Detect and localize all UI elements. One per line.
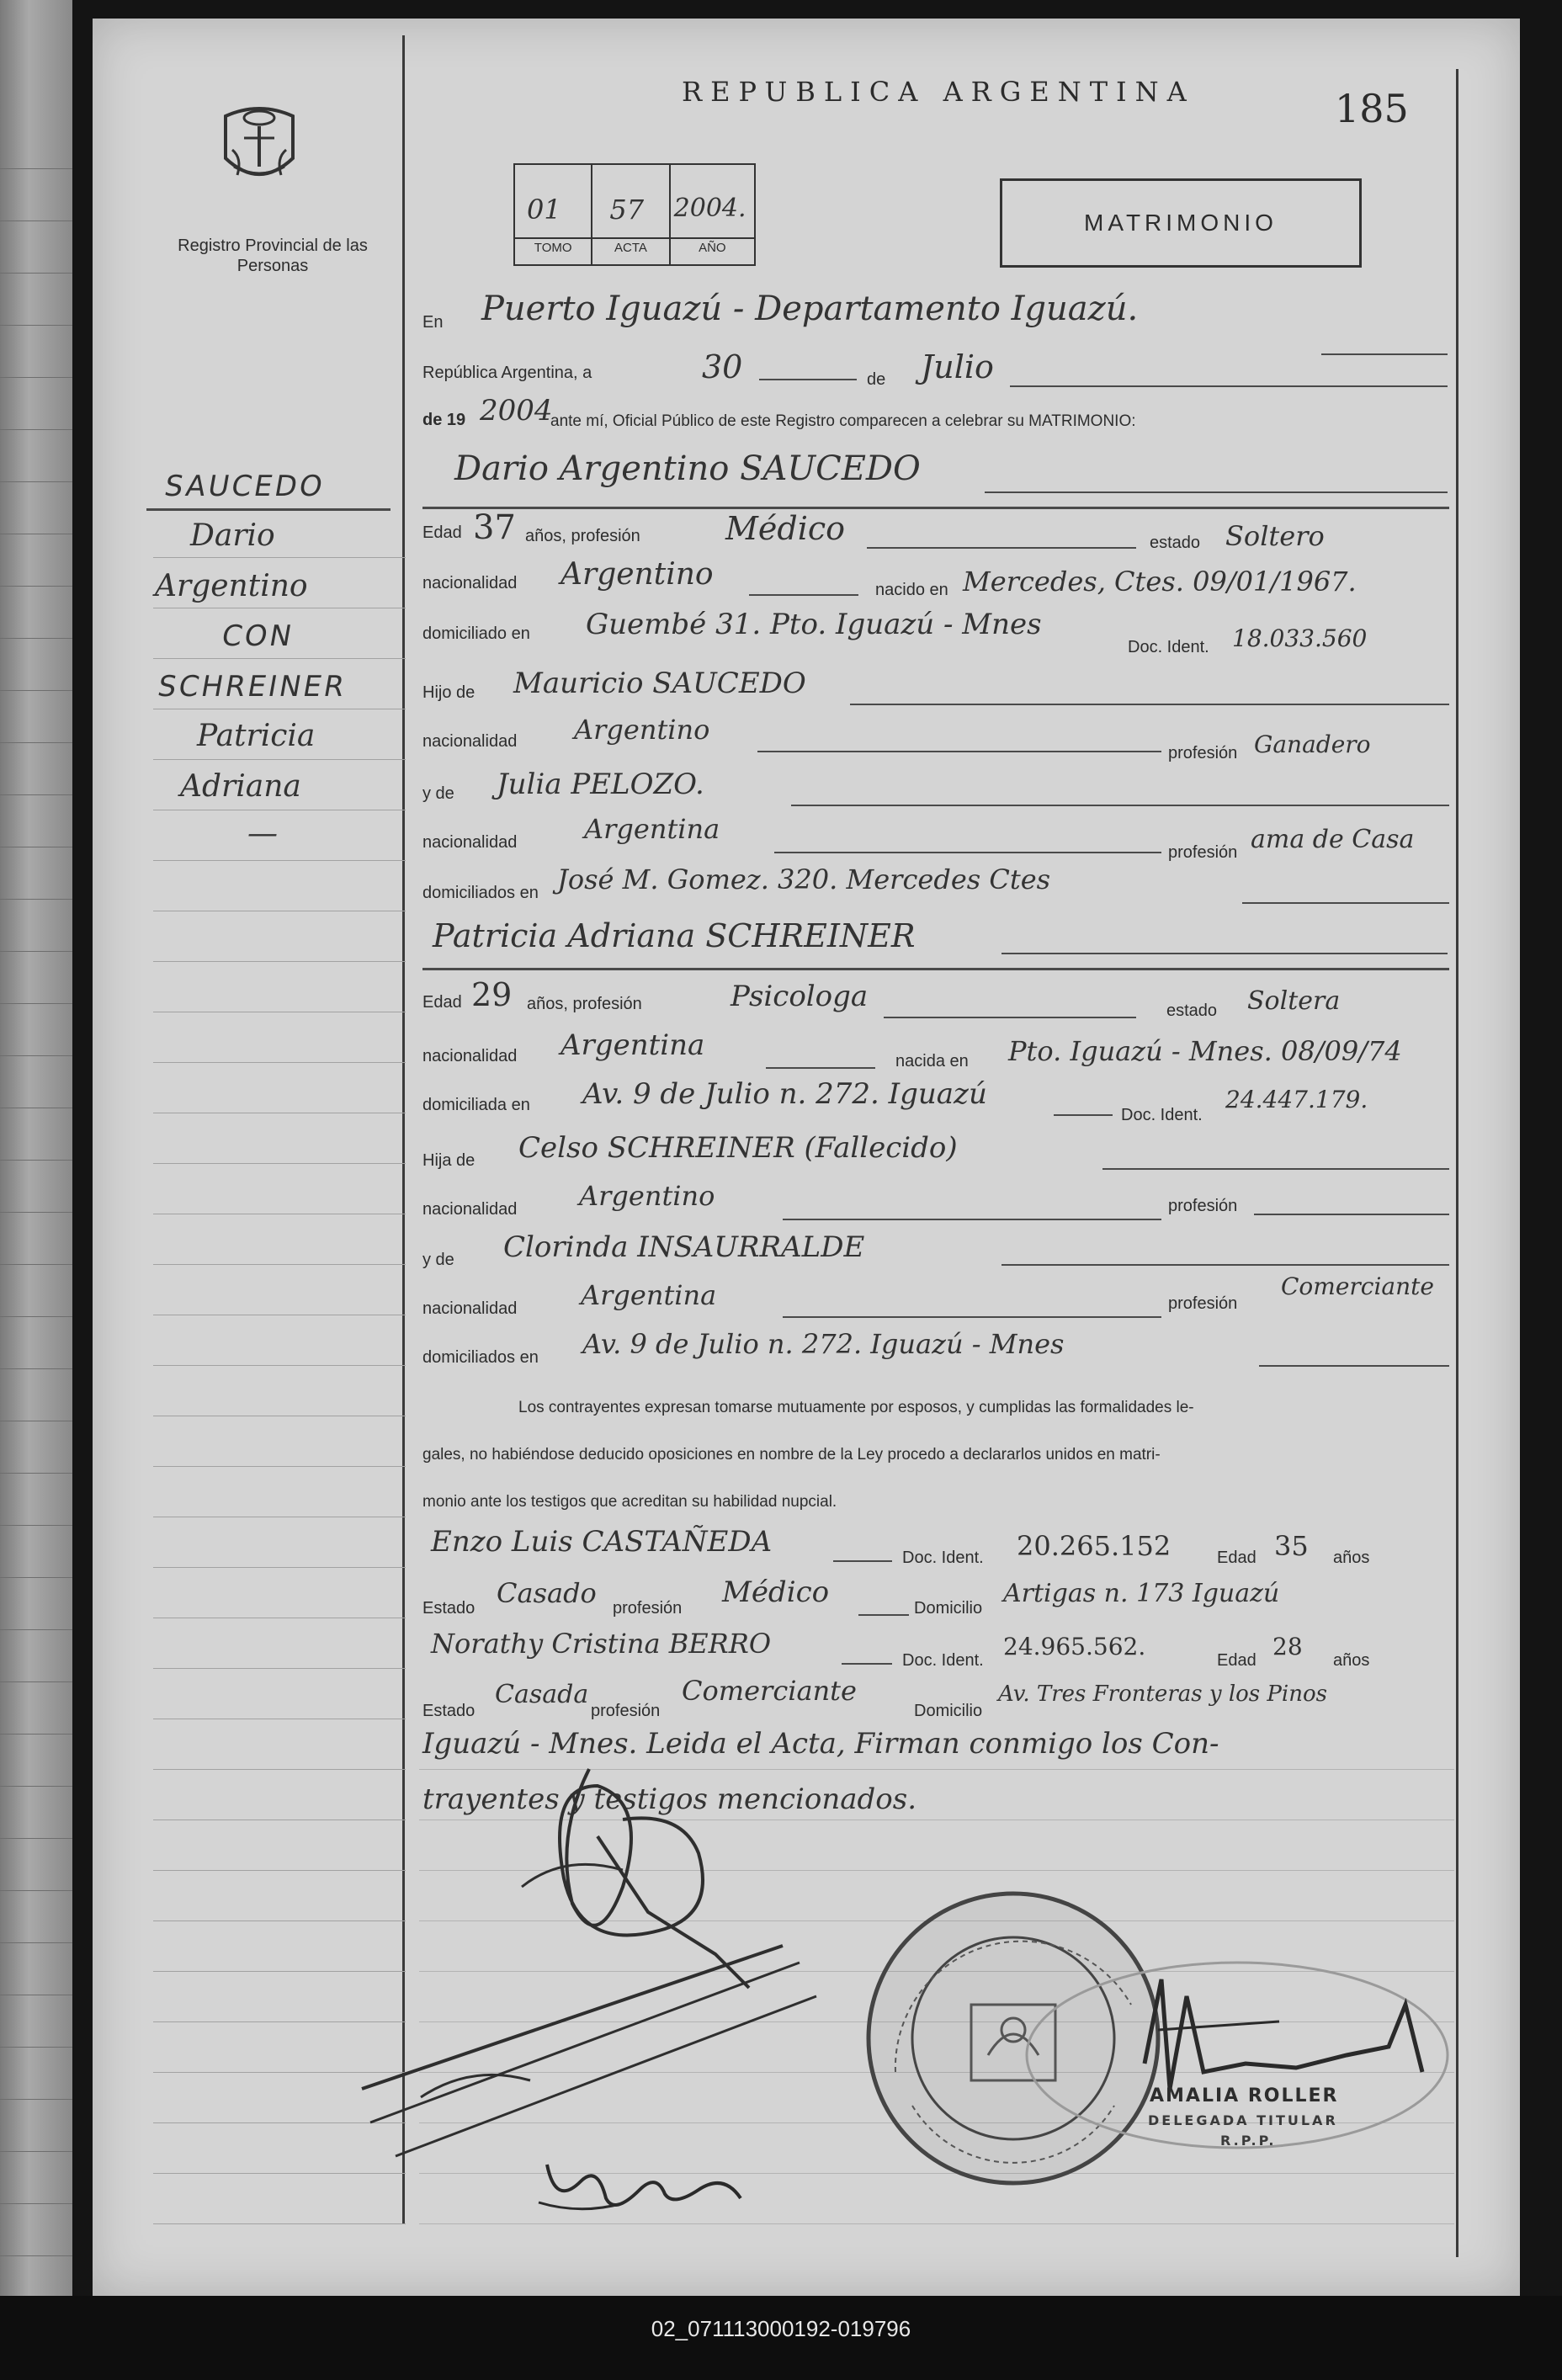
contracting-party-signature xyxy=(530,2148,749,2223)
groom-edad-label: Edad xyxy=(422,523,462,542)
official-org: R.P.P. xyxy=(1220,2133,1277,2149)
witness1-edad-label: Edad xyxy=(1217,1549,1257,1567)
groom-father-nat-line xyxy=(757,751,1161,752)
groom-yde-label: y de xyxy=(422,784,454,803)
groom-doc-label: Doc. Ident. xyxy=(1128,638,1209,656)
bride-mother: Clorinda INSAURRALDE xyxy=(503,1230,865,1264)
bride-anos-label: años, profesión xyxy=(527,995,642,1013)
witness2-age: 28 xyxy=(1272,1633,1303,1660)
witness1-name-line xyxy=(833,1560,892,1562)
groom-parents-dom-line xyxy=(1242,902,1449,904)
groom-mother-line xyxy=(791,805,1449,806)
declaration-line: gales, no habiéndose deducido oposiciones en nombre de la Ley procedo a declararlos unidos en matri- xyxy=(422,1446,1161,1464)
groom-estado: Soltero xyxy=(1225,520,1325,552)
groom-nationality-line xyxy=(749,594,858,596)
bride-hija-label: Hija de xyxy=(422,1151,476,1170)
witness1-prof-line xyxy=(858,1614,909,1616)
bride-mother-profession: Comerciante xyxy=(1281,1272,1434,1300)
tomo-cell xyxy=(515,165,592,264)
intro-en-label: En xyxy=(422,313,444,332)
groom-father-nationality: Argentino xyxy=(574,714,710,746)
bride-doc-label: Doc. Ident. xyxy=(1121,1106,1203,1124)
closing-line: trayentes y testigos mencionados. xyxy=(422,1782,917,1816)
intro-place-line xyxy=(1321,353,1448,355)
bride-mother-nat-label: nacionalidad xyxy=(422,1299,518,1318)
declaration-line: Los contrayentes expresan tomarse mutuamente por esposos, y cumplidas las formalidades le- xyxy=(518,1399,1194,1416)
groom-father-prof-label: profesión xyxy=(1168,744,1238,762)
witness1-anos-label: años xyxy=(1333,1549,1370,1567)
provincial-seal-icon xyxy=(209,99,310,192)
groom-mother-prof-label: profesión xyxy=(1168,843,1238,862)
groom-profession: Médico xyxy=(725,510,846,547)
bride-father-prof-line xyxy=(1254,1214,1449,1215)
bride-parents-dom-label: domiciliados en xyxy=(422,1348,539,1367)
groom-doc: 18.033.560 xyxy=(1232,624,1368,652)
bride-parents-address: Av. 9 de Julio n. 272. Iguazú - Mnes xyxy=(582,1328,1065,1360)
page-number: 185 xyxy=(1335,86,1409,131)
groom-domicile-label: domiciliado en xyxy=(422,624,530,643)
groom-anos-label: años, profesión xyxy=(525,527,640,545)
bride-father-nat-label: nacionalidad xyxy=(422,1200,518,1219)
groom-name: Dario Argentino SAUCEDO xyxy=(454,449,921,488)
groom-mother-nationality: Argentina xyxy=(584,813,720,845)
witness2-estado: Casada xyxy=(495,1680,589,1709)
intro-month: Julio xyxy=(921,348,994,385)
bride-mother-nat-line xyxy=(783,1316,1161,1318)
witness1-name: Enzo Luis CASTAÑEDA xyxy=(431,1525,773,1559)
groom-father-nat-label: nacionalidad xyxy=(422,732,518,751)
groom-mother: Julia PELOZO. xyxy=(497,768,704,801)
margin-note-line: Dario xyxy=(190,518,275,553)
official-signature xyxy=(1128,1929,1464,2106)
act-type-box xyxy=(1000,178,1362,268)
witness2-estado-label: Estado xyxy=(422,1702,476,1720)
bride-edad-label: Edad xyxy=(422,993,462,1012)
bride-nationality: Argentina xyxy=(561,1028,705,1062)
witness2-dom-label: Domicilio xyxy=(914,1702,983,1720)
witness1-address: Artigas n. 173 Iguazú xyxy=(1003,1579,1280,1608)
groom-parents-address: José M. Gomez. 320. Mercedes Ctes xyxy=(557,863,1051,895)
bride-birth: Pto. Iguazú - Mnes. 08/09/74 xyxy=(1008,1035,1402,1067)
margin-note-line: Argentino xyxy=(155,569,308,603)
witness2-doc: 24.965.562. xyxy=(1003,1633,1146,1660)
intro-day: 30 xyxy=(702,348,743,385)
groom-father-line xyxy=(850,704,1449,705)
witness1-doc-label: Doc. Ident. xyxy=(902,1549,984,1567)
margin-note-line: Patricia xyxy=(197,719,316,753)
witness1-age: 35 xyxy=(1274,1530,1309,1562)
groom-father: Mauricio SAUCEDO xyxy=(513,667,806,700)
bride-father-prof-label: profesión xyxy=(1168,1197,1238,1215)
declaration-line: monio ante los testigos que acreditan su habilidad nupcial. xyxy=(422,1493,837,1511)
bride-estado: Soltera xyxy=(1247,986,1341,1016)
margin-note-line: CON xyxy=(219,619,297,653)
groom-parents-dom-label: domiciliados en xyxy=(422,884,539,902)
tomo-label: TOMO xyxy=(515,237,591,255)
groom-mother-nat-label: nacionalidad xyxy=(422,833,518,852)
acta-label: ACTA xyxy=(592,237,668,255)
record-number-box xyxy=(513,163,756,266)
bride-nationality-label: nacionalidad xyxy=(422,1047,518,1065)
bride-yde-label: y de xyxy=(422,1251,454,1269)
witness1-prof-label: profesión xyxy=(613,1599,683,1618)
act-type-label: MATRIMONIO xyxy=(1084,210,1278,236)
witness2-prof-label: profesión xyxy=(591,1702,661,1720)
groom-mother-profession: ama de Casa xyxy=(1251,825,1415,854)
intro-year-fill: 2004 xyxy=(480,394,553,428)
intro-text: ante mí, Oficial Público de este Registro comparecen a celebrar su MATRIMONIO: xyxy=(550,412,1136,430)
bride-estado-label: estado xyxy=(1166,1001,1218,1020)
bride-profession-line xyxy=(884,1017,1136,1018)
groom-hijo-label: Hijo de xyxy=(422,683,476,702)
bride-address-line xyxy=(1054,1114,1113,1116)
witness2-anos-label: años xyxy=(1333,1651,1370,1670)
groom-father-profession: Ganadero xyxy=(1254,730,1371,758)
ano-value: 2004. xyxy=(673,194,746,223)
groom-birth: Mercedes, Ctes. 09/01/1967. xyxy=(963,566,1357,598)
file-identifier: 02_071113000192-019796 xyxy=(651,2316,911,2341)
margin-note-underline xyxy=(146,508,390,511)
bride-doc: 24.447.179. xyxy=(1225,1086,1368,1113)
witness1-estado: Casado xyxy=(497,1577,597,1609)
intro-month-line xyxy=(1010,385,1448,387)
bride-address: Av. 9 de Julio n. 272. Iguazú xyxy=(582,1077,987,1111)
acta-cell xyxy=(592,165,670,264)
tomo-value: 01 xyxy=(527,194,561,226)
bride-father-nationality: Argentino xyxy=(579,1180,715,1212)
closing-line: Iguazú - Mnes. Leida el Acta, Firman conmigo los Con- xyxy=(422,1727,1219,1761)
groom-separator xyxy=(422,507,1449,509)
bride-mother-nationality: Argentina xyxy=(581,1279,717,1311)
registry-name: Registro Provincial de las Personas xyxy=(178,236,368,275)
bride-parents-dom-line xyxy=(1259,1365,1449,1367)
officer-signature xyxy=(345,1735,867,2207)
ano-cell xyxy=(671,165,754,264)
margin-note-line: SCHREINER xyxy=(155,670,350,704)
margin-note-line: — xyxy=(247,816,278,851)
country-title: REPUBLICA ARGENTINA xyxy=(682,76,1195,108)
intro-republic-label: República Argentina, a xyxy=(422,364,592,382)
witness2-name: Norathy Cristina BERRO xyxy=(431,1628,772,1660)
bride-domicile-label: domiciliada en xyxy=(422,1096,530,1114)
groom-name-line xyxy=(985,491,1448,493)
bride-age: 29 xyxy=(471,976,513,1013)
witness2-edad-label: Edad xyxy=(1217,1651,1257,1670)
bride-father: Celso SCHREINER (Fallecido) xyxy=(518,1131,958,1165)
ano-label: AÑO xyxy=(671,237,754,255)
bride-father-nat-line xyxy=(783,1219,1161,1220)
facing-page-edge xyxy=(0,0,72,2296)
groom-nacido-label: nacido en xyxy=(875,581,948,599)
witness2-name-line xyxy=(842,1663,892,1665)
intro-de-label: de xyxy=(867,370,886,389)
official-name: AMALIA ROLLER xyxy=(1150,2085,1339,2106)
bride-separator xyxy=(422,968,1449,970)
bride-father-line xyxy=(1102,1168,1449,1170)
intro-year-prefix: de 19 xyxy=(422,411,466,429)
witness2-profession: Comerciante xyxy=(682,1675,857,1707)
bride-name: Patricia Adriana SCHREINER xyxy=(433,917,916,954)
register-page xyxy=(93,19,1520,2296)
bride-mother-line xyxy=(1001,1264,1449,1266)
groom-profession-line xyxy=(867,547,1136,549)
witness1-profession: Médico xyxy=(722,1575,830,1609)
groom-mother-nat-line xyxy=(774,852,1161,853)
witness2-doc-label: Doc. Ident. xyxy=(902,1651,984,1670)
margin-note-line: SAUCEDO xyxy=(162,470,328,503)
intro-place: Puerto Iguazú - Departamento Iguazú. xyxy=(481,290,1139,328)
witness1-estado-label: Estado xyxy=(422,1599,476,1618)
groom-age: 37 xyxy=(473,508,516,547)
bride-nationality-line xyxy=(766,1067,875,1069)
witness2-address: Av. Tres Fronteras y los Pinos xyxy=(998,1681,1327,1707)
acta-value: 57 xyxy=(609,194,645,226)
margin-note-line: Adriana xyxy=(180,769,301,804)
intro-day-line xyxy=(759,379,857,380)
witness1-doc: 20.265.152 xyxy=(1017,1530,1172,1562)
groom-nationality-label: nacionalidad xyxy=(422,574,518,592)
bride-nacida-label: nacida en xyxy=(895,1052,969,1070)
official-title: DELEGADA TITULAR xyxy=(1148,2112,1338,2128)
witness1-dom-label: Domicilio xyxy=(914,1599,983,1618)
bride-profession: Psicologa xyxy=(731,980,869,1013)
groom-estado-label: estado xyxy=(1150,534,1201,552)
groom-nationality: Argentino xyxy=(561,557,714,592)
bride-name-line xyxy=(1001,953,1448,954)
bride-mother-prof-label: profesión xyxy=(1168,1294,1238,1313)
groom-address: Guembé 31. Pto. Iguazú - Mnes xyxy=(586,608,1042,641)
